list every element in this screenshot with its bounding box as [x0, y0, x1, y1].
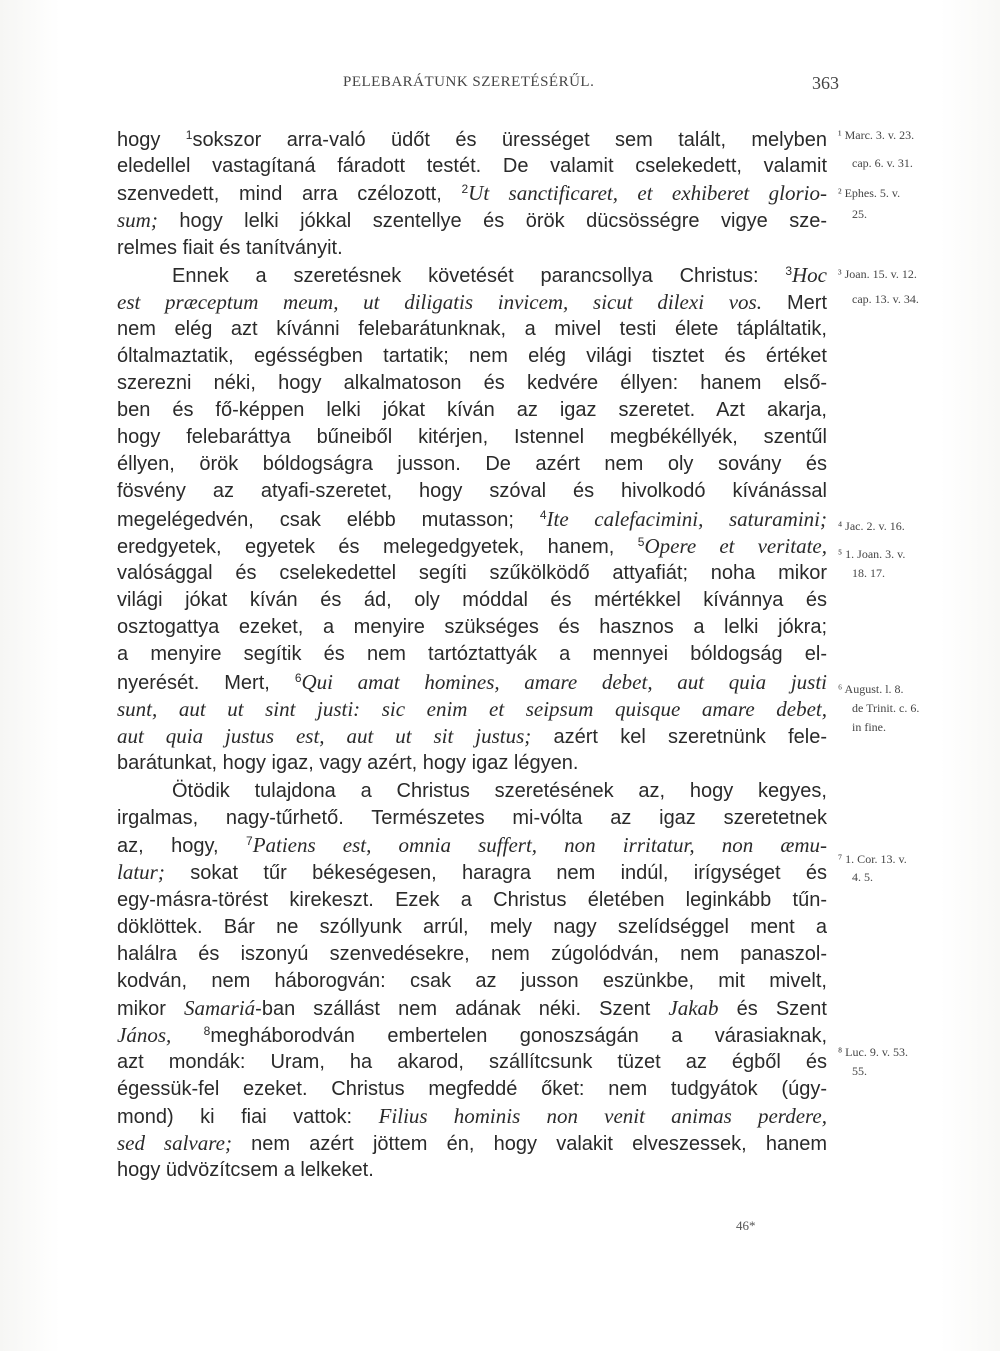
margin-note: ⁸ Luc. 9. v. 53.	[838, 1045, 909, 1059]
text-line: valósággal és cselekedettel segíti szűkölködő attyafiát; noha mikor	[117, 562, 827, 584]
footnote-ref: 5	[637, 535, 645, 549]
text-line: döklöttek. Bár ne szóllyunk arrúl, mely nagy szelídséggel ment a	[117, 916, 827, 938]
margin-note: ¹ Marc. 3. v. 23.	[838, 128, 915, 142]
text-line: óltalmaztatik, egésségben tartatik; nem elég világi tisztet és értéket	[117, 345, 827, 367]
margin-note: ⁵ 1. Joan. 3. v.	[838, 547, 906, 561]
latin-quote: latur;	[117, 860, 165, 884]
latin-quote: János,	[117, 1023, 172, 1047]
latin-quote: Filius hominis non venit animas perdere,	[378, 1104, 827, 1128]
text-line: eredgyetek, egyetek és melegedgyetek, hanem, $^5$Opere et veritate,	[117, 534, 827, 558]
text-line: azt mondák: Uram, ha akarod, szállítcsunk tüzet az égből és	[117, 1051, 827, 1073]
footnote-ref: 7	[246, 834, 253, 848]
text-line: halálra és iszonyú szenvedésekre, nem zúgolódván, nem panaszol-	[117, 943, 827, 965]
text-line: mikor Samariá-ban szállást nem adának néki. Szent Jakab és Szent	[117, 996, 827, 1020]
margin-note: ⁶ August. l. 8.	[838, 682, 904, 696]
text-line: hogy üdvözítcsem a lelkeket.	[117, 1159, 374, 1181]
footnote-ref: 1	[185, 128, 193, 142]
text-line: irgalmas, nagy-tűrhető. Természetes mi-vólta az igaz szeretetnek	[117, 807, 827, 829]
latin-quote: Hoc	[792, 263, 827, 287]
text-line: fösvény az atyafi-szeretet, hogy szóval és hivolkodó kívánással	[117, 480, 827, 502]
margin-note: 55.	[852, 1064, 867, 1078]
latin-quote: Ut sanctificaret, et exhiberet glorio-	[468, 181, 827, 205]
text-line: szenvedett, mind arra czélozott, $^2$Ut sanctificaret, et exhiberet glorio-	[117, 181, 827, 205]
margin-note: 18. 17.	[852, 566, 885, 580]
latin-quote: sum;	[117, 208, 158, 232]
text-line: megelégedvén, csak elébb mutasson; $^4$Ite calefacimini, saturamini;	[117, 507, 827, 531]
margin-note: cap. 13. v. 34.	[852, 292, 919, 306]
margin-note: ⁴ Jac. 2. v. 16.	[838, 519, 905, 533]
margin-note: ⁷ 1. Cor. 13. v.	[838, 852, 907, 866]
text-line: eledellel vastagítaná fáradott testét. De valamit cselekedett, valamit	[117, 155, 827, 177]
text-line: a menyire segítik és nem tartóztattyák a mennyei bóldogság el-	[117, 643, 827, 665]
signature-mark: 46*	[736, 1218, 756, 1233]
text-line: kodván, nem háborogván: csak az jusson eszünkbe, mit mivelt,	[117, 970, 827, 992]
text-line: ben és fő-képpen lelki jókat kíván az igaz szeretet. Azt akarja,	[117, 399, 827, 421]
latin-quote: Opere et veritate,	[644, 534, 827, 558]
text-line: szerezni néki, hogy alkalmatoson és kedvére éllyen: hanem első-	[117, 372, 827, 394]
latin-quote: sed salvare;	[117, 1131, 232, 1155]
text-line: mond) ki fiai vattok: Filius hominis non venit animas perdere,	[117, 1104, 827, 1128]
latin-quote: aut quia justus est, aut ut sit justus;	[117, 724, 532, 748]
running-head: PELEBARÁTUNK SZERETÉSÉRŰL.	[343, 74, 595, 90]
latin-quote: sunt, aut ut sint justi: sic enim et seipsum quisque amare debet,	[117, 697, 827, 721]
margin-note: ³ Joan. 15. v. 12.	[838, 267, 917, 281]
footnote-ref: 6	[294, 671, 302, 685]
text-line: barátunkat, hogy igaz, vagy azért, hogy igaz légyen.	[117, 752, 579, 774]
margin-note: 25.	[852, 207, 867, 221]
text-line: Ennek a szeretésnek követését parancsollya Christus: $^3$Hoc	[172, 263, 827, 287]
text-line: az, hogy, $^7$Patiens est, omnia suffert, non irritatur, non æmu-	[117, 833, 828, 857]
text-line: sed salvare; nem azért jöttem én, hogy valakit elveszessek, hanem	[117, 1131, 827, 1155]
text-line: nyerését. Mert, $^6$Qui amat homines, amare debet, aut quia justi	[117, 670, 827, 694]
text-line	[117, 696, 827, 723]
text-line: est præceptum meum, ut diligatis invicem, sicut dilexi vos. Mert	[117, 290, 827, 314]
margin-note: de Trinit. c. 6.	[852, 701, 920, 715]
latin-quote: Qui amat homines, amare debet, aut quia justi	[301, 670, 827, 694]
footnote-ref: 3	[785, 264, 792, 278]
text-line: nem elég azt kívánni felebarátunknak, a mivel testi élete tápláltatik,	[117, 318, 827, 340]
latin-quote: Ite calefacimini, saturamini;	[546, 507, 827, 531]
margin-note: 4. 5.	[852, 870, 873, 884]
text-line: aut quia justus est, aut ut sit justus; azért kel szeretnünk fele-	[117, 724, 827, 748]
page-number: 363	[812, 73, 839, 93]
latin-quote: Jakab	[668, 996, 719, 1020]
text-line: hogy felebaráttya bűneiből kitérjen, Istennel megbékéllyék, szentűl	[117, 426, 827, 448]
text-line: hogy $^1$sokszor arra-való üdőt és ürességet sem talált, melyben	[117, 128, 827, 151]
text-line: világi jókat kíván és ád, oly móddal és mértékkel kívánnya és	[117, 589, 827, 611]
footnote-ref: 4	[539, 508, 547, 522]
margin-note: ² Ephes. 5. v.	[838, 186, 901, 200]
text-line: relmes fiait és tanítványit.	[117, 237, 343, 259]
margin-note: in fine.	[852, 720, 886, 734]
footnote-ref: 8	[203, 1024, 211, 1038]
text-line: sum; hogy lelki jókkal szentellye és örök dücsösségre vigye sze-	[117, 208, 827, 232]
text-line: egy-másra-törést kirekeszt. Ezek a Christus életében leginkább tűn-	[117, 889, 827, 911]
text-line: Ötödik tulajdona a Christus szeretésének az, hogy kegyes,	[172, 780, 827, 802]
text-line: osztogattya ezeket, a menyire szükséges és hasznos a lelki jókra;	[117, 616, 827, 638]
margin-note: cap. 6. v. 31.	[852, 156, 913, 170]
text-line: János, $^8$megháborodván embertelen gonoszságán a várasiaknak,	[117, 1023, 828, 1047]
latin-quote: Samariá	[183, 996, 256, 1020]
text-line: éllyen, örök bóldogságra jusson. De azért nem oly sovány és	[117, 453, 827, 475]
text-line: égessük-fel ezeket. Christus megfeddé őket: nem tudgyátok (úgy-	[117, 1078, 827, 1100]
footnote-ref: 2	[461, 182, 469, 196]
latin-quote: Patiens est, omnia suffert, non irritatur, non æmu-	[252, 833, 828, 857]
text-line: latur; sokat tűr békeségesen, haragra nem indúl, irígységet és	[117, 860, 827, 884]
latin-quote: est præceptum meum, ut diligatis invicem, sicut dilexi vos.	[117, 290, 762, 314]
